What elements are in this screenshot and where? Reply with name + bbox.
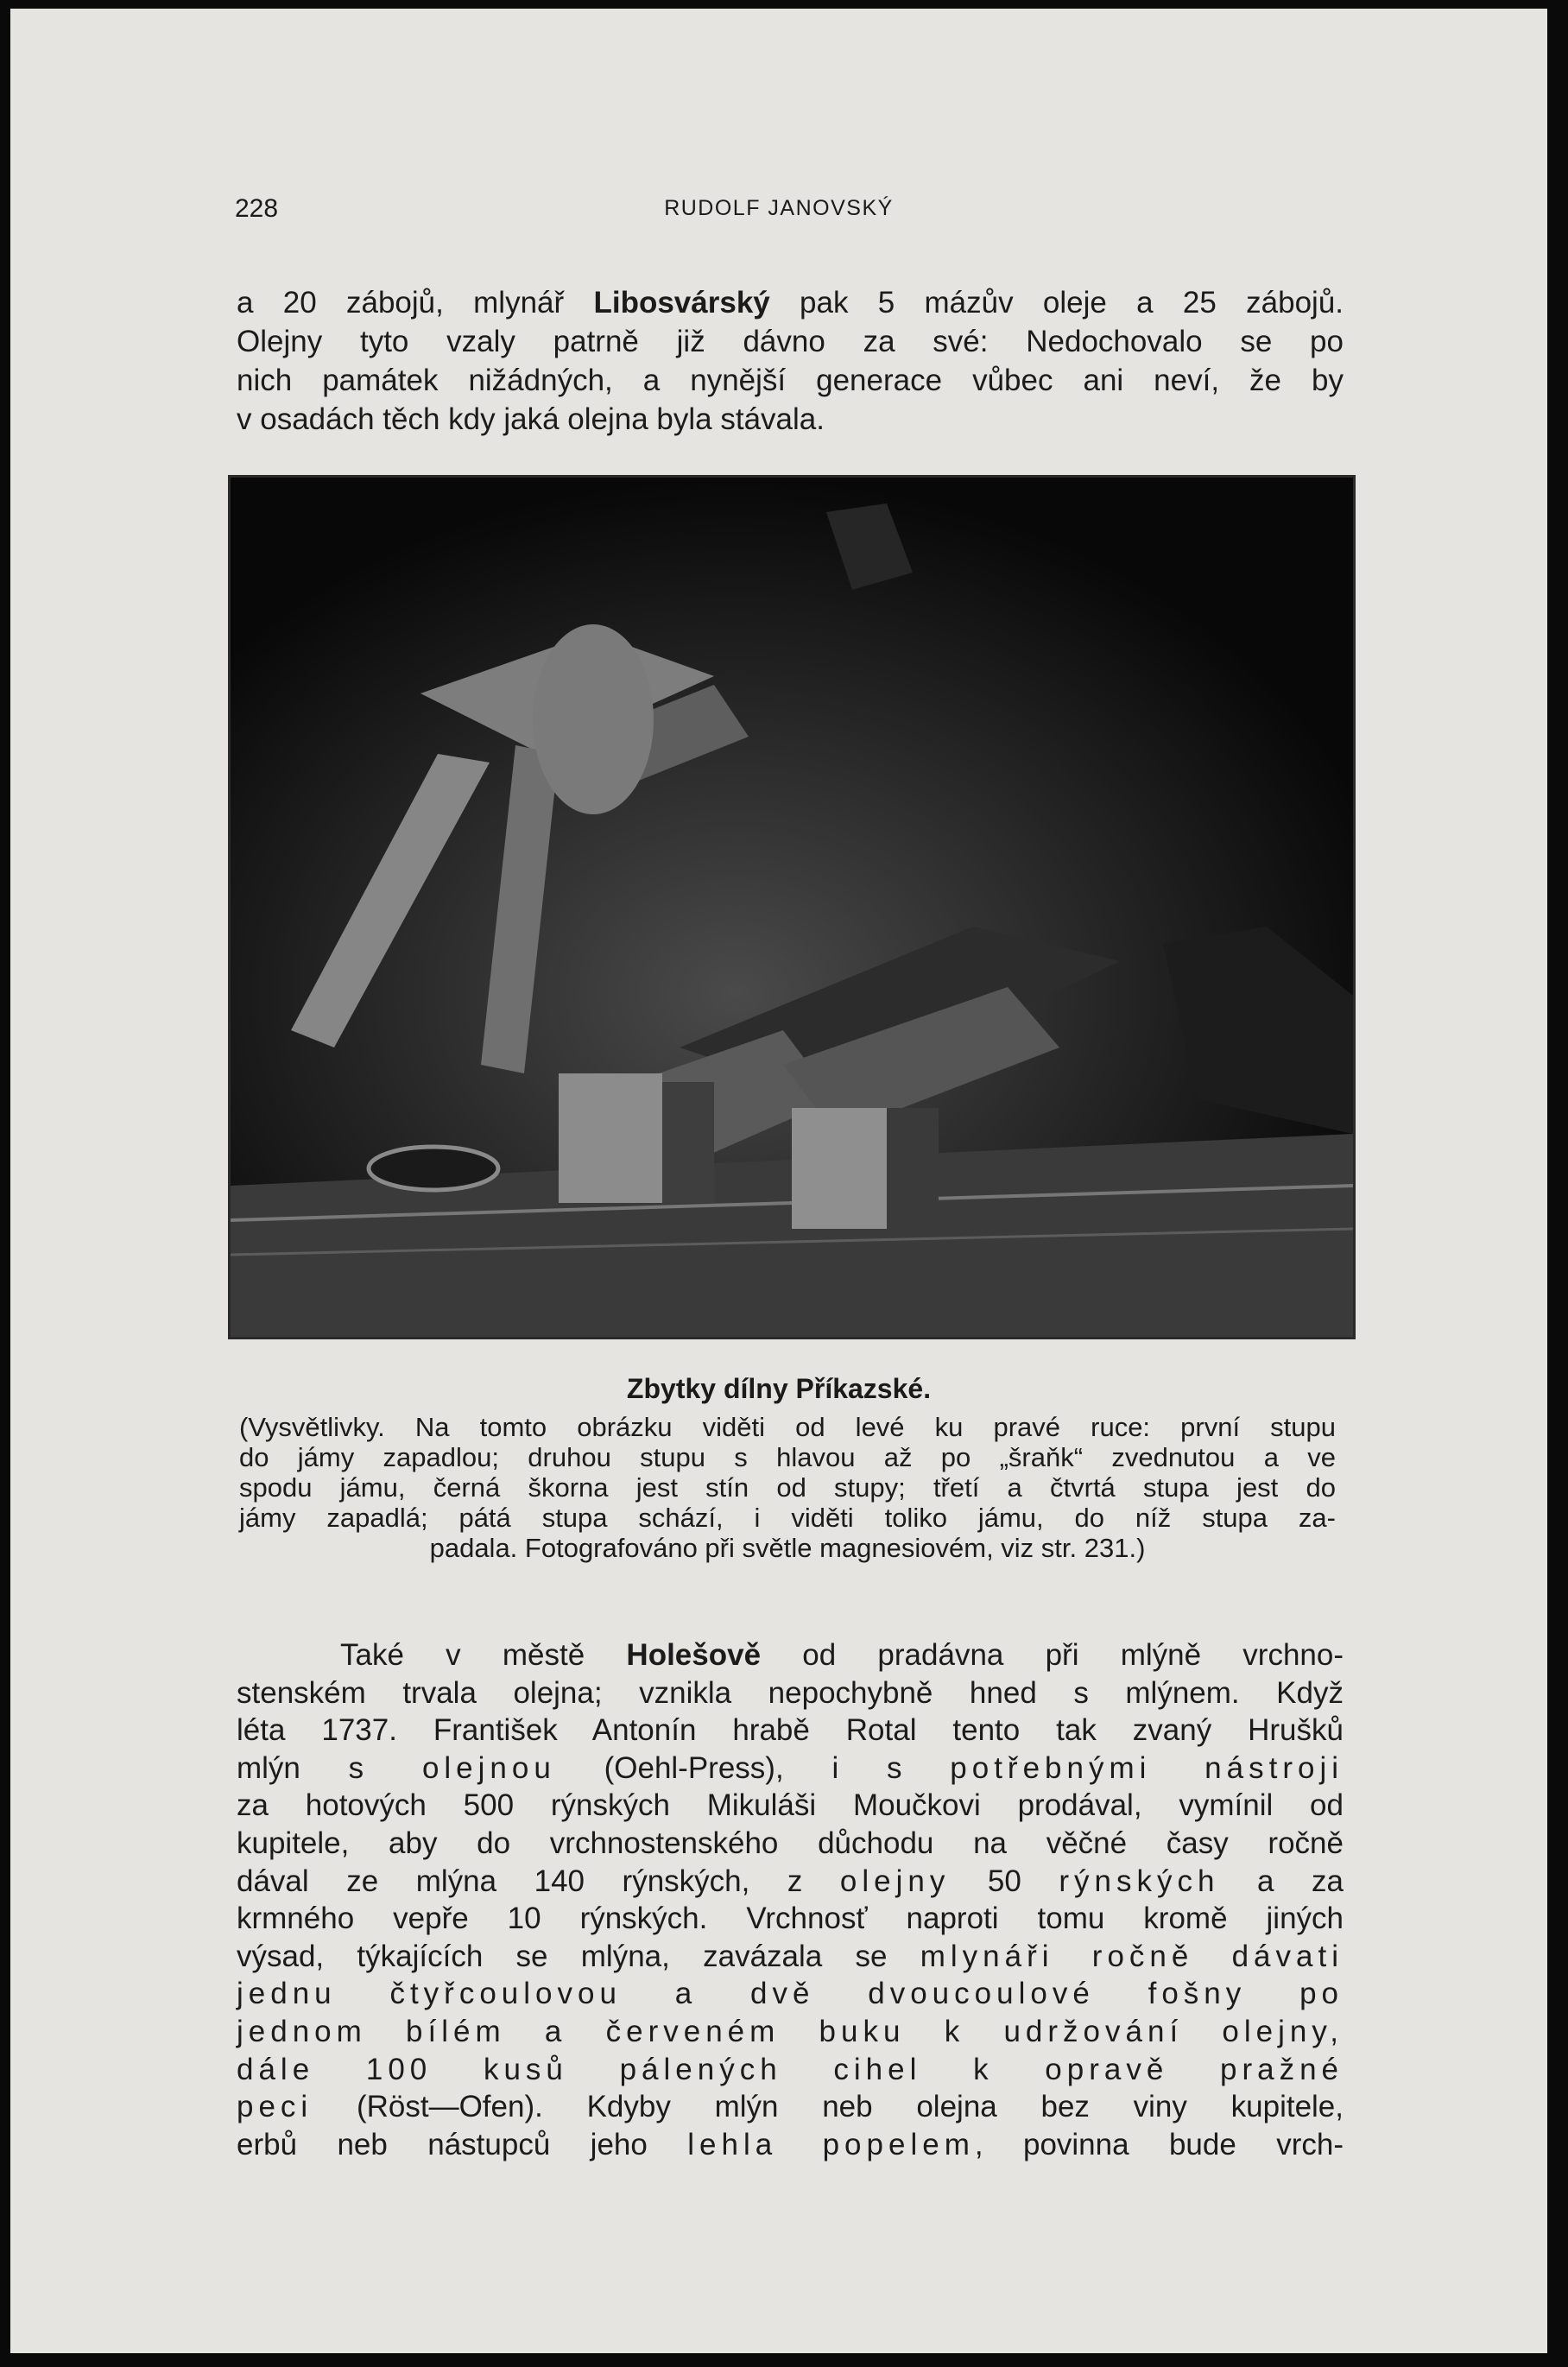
text-line: dále 100 kusů pálených cihel k opravě pražné [237, 2052, 1344, 2086]
book-page [10, 9, 1547, 2353]
workshop-photograph [228, 475, 1356, 1339]
figure-caption [239, 1412, 1336, 1563]
intro-paragraph [237, 283, 1344, 439]
figure-title: Zbytky dílny Příkazské. [626, 1373, 932, 1404]
caption-line: jámy zapadlá; pátá stupa schází, i viděti toliko jámu, do níž stupa za- [239, 1503, 1336, 1533]
text-line: za hotových 500 rýnských Mikuláši Moučkovi prodával, vymínil od [237, 1788, 1344, 1823]
caption-line: do jámy zapadlou; druhou stupu s hlavou až po „šraňk“ zvednutou a ve [239, 1442, 1336, 1472]
text-line: výsad, týkajících se mlýna, zavázala se mlynáři ročně dávati [237, 1939, 1344, 1973]
caption-line: (Vysvětlivky. Na tomto obrázku viděti od levé ku pravé ruce: první stupu [239, 1412, 1336, 1442]
text-line: krmného vepře 10 rýnských. Vrchnosť naproti tomu kromě jiných [237, 1902, 1344, 1936]
body-paragraph [237, 1636, 1344, 2163]
name-holesov: Holešově [626, 1638, 762, 1672]
page-number: 228 [235, 194, 279, 223]
text-line: erbů neb nástupců jeho lehla popelem, povinna bude vrch- [237, 2127, 1344, 2161]
caption-line: spodu jámu, černá škorna jest stín od stupy; třetí a čtvrtá stupa jest do [239, 1472, 1336, 1503]
text-line: dával ze mlýna 140 rýnských, z olejny 50 rýnských a za [237, 1864, 1344, 1898]
text-line: léta 1737. František Antonín hrabě Rotal tento tak zvaný Hrušků [237, 1713, 1344, 1748]
text-line: v osadách těch kdy jaká olejna byla stávala. [237, 402, 825, 436]
text-line: peci (Röst—Ofen). Kdyby mlýn neb olejna bez viny kupitele, [237, 2090, 1344, 2124]
text-line: Olejny tyto vzaly patrně již dávno za své: Nedochovalo se po [237, 325, 1344, 358]
text-line: a 20 zábojů, mlynář Libosvárský pak 5 mázův oleje a 25 zábojů. [237, 286, 1344, 320]
text-line: stenském trvala olejna; vznikla nepochybně hned s mlýnem. Když [237, 1675, 1344, 1710]
text-line: Také v městě Holešově od pradávna při mlýně vrchno- [340, 1638, 1344, 1672]
name-libosvarsky: Libosvárský [593, 286, 770, 320]
text-line: mlýn s olejnou (Oehl-Press), i s potřebnými nástroji [237, 1750, 1344, 1785]
text-line: jednu čtyřcoulovou a dvě dvoucoulové fošny po [237, 1977, 1344, 2011]
text-line: nich památek nižádných, a nynější generace vůbec ani neví, že by [237, 364, 1344, 397]
text-line: jednom bílém a červeném buku k udržování olejny, [237, 2014, 1344, 2048]
caption-line: padala. Fotografováno při světle magnesiovém, viz str. 231.) [429, 1533, 1146, 1563]
text-line: kupitele, aby do vrchnostenského důchodu na věčné časy ročně [237, 1826, 1344, 1860]
page-header [10, 194, 1547, 229]
running-title: RUDOLF JANOVSKÝ [664, 196, 894, 220]
